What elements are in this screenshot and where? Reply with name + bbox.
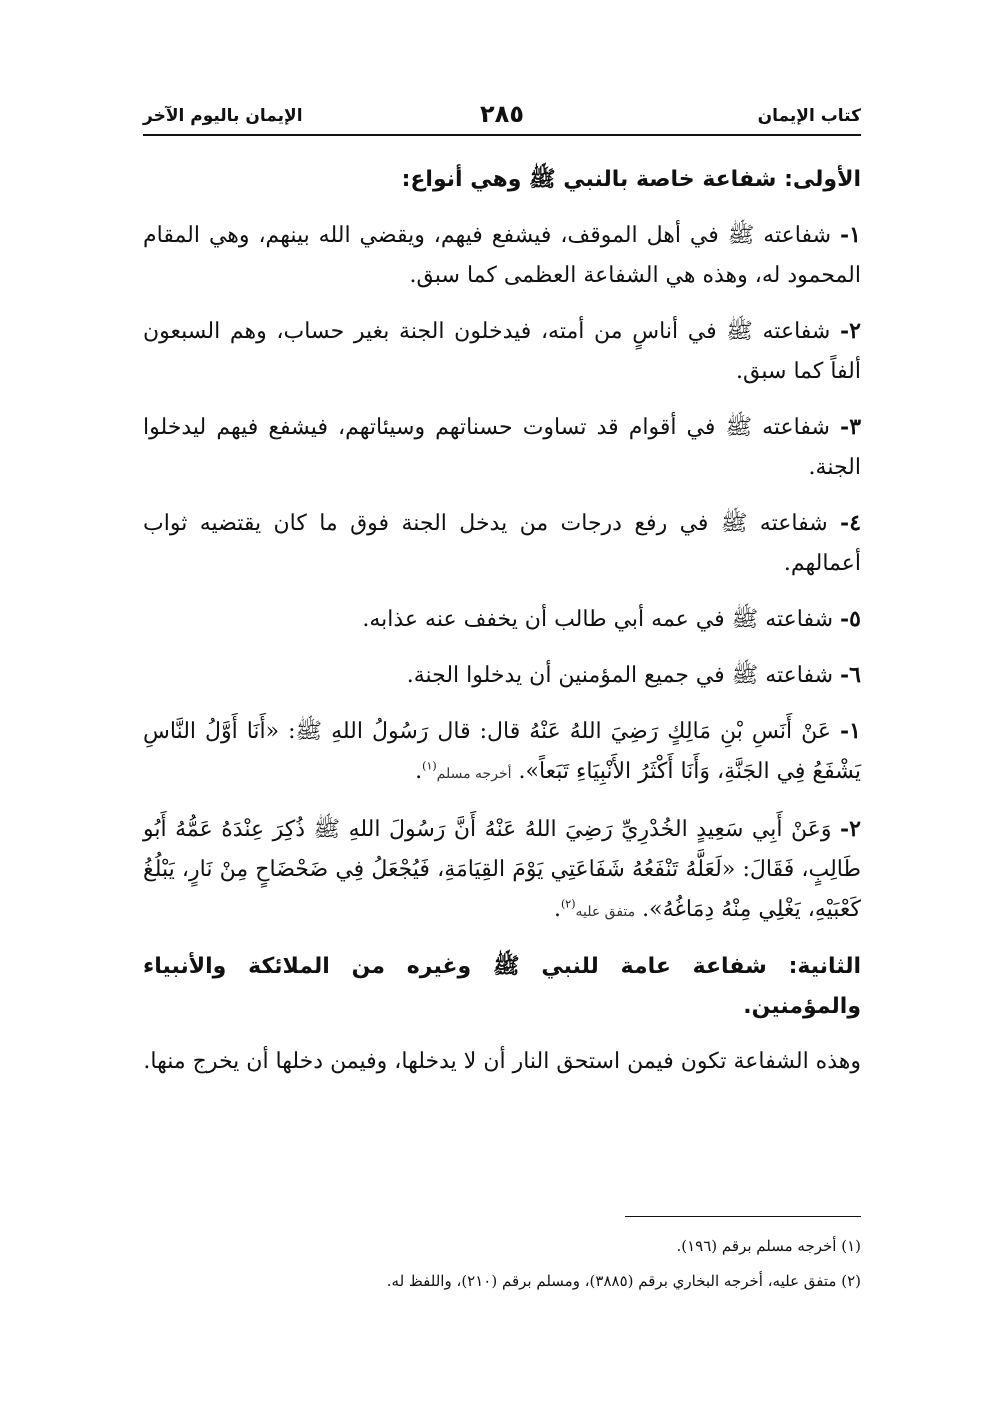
footnote-ref: (٢)	[560, 897, 576, 911]
main-text	[143, 160, 861, 1097]
hadith-source: أخرجه مسلم	[436, 766, 512, 782]
item-number: ١-	[840, 222, 861, 248]
type-item-6	[143, 655, 861, 696]
footnote-ref: (١)	[422, 759, 437, 773]
chapter-title: الإيمان باليوم الآخر	[143, 106, 303, 126]
running-header	[143, 100, 861, 134]
item-text: شفاعته ﷺ في أهل الموقف، فيشفع فيهم، ويقضي الله بينهم، وهي المقام المحمود له، وهذه هي الشفاعة العظمى كما سبق.	[143, 223, 861, 288]
footnote-rule	[625, 1216, 861, 1217]
item-number: ٥-	[840, 606, 861, 632]
type-item-1	[143, 215, 861, 296]
first-heading: الأولى: شفاعة خاصة بالنبي ﷺ وهي أنواع:	[401, 167, 861, 192]
type-item-4	[143, 503, 861, 584]
hadith-end: .	[553, 897, 561, 922]
item-text: شفاعته ﷺ في أقوام قد تساوت حسناتهم وسيئاتهم، فيشفع فيهم ليدخلوا الجنة.	[143, 415, 861, 480]
hadith-text: عَنْ أَنَسِ بْنِ مَالِكٍ رَضِيَ اللهُ عَنْهُ قال: قال رَسُولُ اللهِ ﷺ: «أَنَا أَوَّلُ النَّاسِ يَشْفَعُ فِي الجَنَّةِ، وَأَنَا أَكْثَرُ الأَنْبِيَاءِ تَبَعاً».	[143, 719, 861, 784]
page-number: ٢٨٥	[480, 100, 524, 128]
hadith-1	[143, 711, 861, 794]
second-heading: الثانية: شفاعة عامة للنبي ﷺ وغيره من الملائكة والأنبياء والمؤمنين.	[143, 954, 861, 1019]
item-text: شفاعته ﷺ في رفع درجات من يدخل الجنة فوق ما كان يقتضيه ثواب أعمالهم.	[143, 511, 861, 576]
item-text: شفاعته ﷺ في جميع المؤمنين أن يدخلوا الجنة.	[406, 663, 834, 688]
hadith-text: وَعَنْ أَبِي سَعِيدٍ الخُدْرِيِّ رَضِيَ اللهُ عَنْهُ أَنَّ رَسُولَ اللهِ ﷺ ذُكِرَ عِنْدَهُ عَمُّهُ أَبُو طَالِبٍ، فَقَالَ: «لَعَلَّهُ تَنْفَعُهُ شَفَاعَتِي يَوْمَ القِيَامَةِ، فَيُجْعَلُ فِي ضَحْضَاحٍ مِنْ نَارٍ، يَبْلُغُ كَعْبَيْهِ، يَغْلِي مِنْهُ دِمَاغُهُ».	[143, 817, 861, 922]
item-number: ٦-	[840, 662, 861, 688]
hadith-2	[143, 809, 861, 932]
hadith-number: ٢-	[840, 816, 861, 842]
item-text: شفاعته ﷺ في عمه أبي طالب أن يخفف عنه عذابه.	[362, 607, 834, 632]
hadith-end: .	[415, 759, 423, 784]
header-rule	[143, 134, 861, 136]
hadith-source: متفق عليه	[575, 904, 636, 920]
item-number: ٢-	[840, 318, 861, 344]
footnote-2: (٢) متفق عليه، أخرجه البخاري برقم (٣٨٨٥)، ومسلم برقم (٢١٠)، واللفظ له.	[386, 1272, 861, 1290]
type-item-5	[143, 599, 861, 640]
footnote-1: (١) أخرجه مسلم برقم (١٩٦).	[676, 1237, 861, 1255]
item-text: شفاعته ﷺ في أناسٍ من أمته، فيدخلون الجنة بغير حساب، وهم السبعون ألفاً كما سبق.	[143, 319, 861, 384]
type-item-2	[143, 311, 861, 392]
hadith-number: ١-	[840, 718, 861, 744]
closing-paragraph: وهذه الشفاعة تكون فيمن استحق النار أن لا يدخلها، وفيمن دخلها أن يخرج منها.	[143, 1049, 861, 1074]
item-number: ٣-	[840, 414, 862, 440]
book-title: كتاب الإيمان	[757, 106, 861, 126]
item-number: ٤-	[840, 510, 862, 536]
type-item-3	[143, 407, 861, 488]
